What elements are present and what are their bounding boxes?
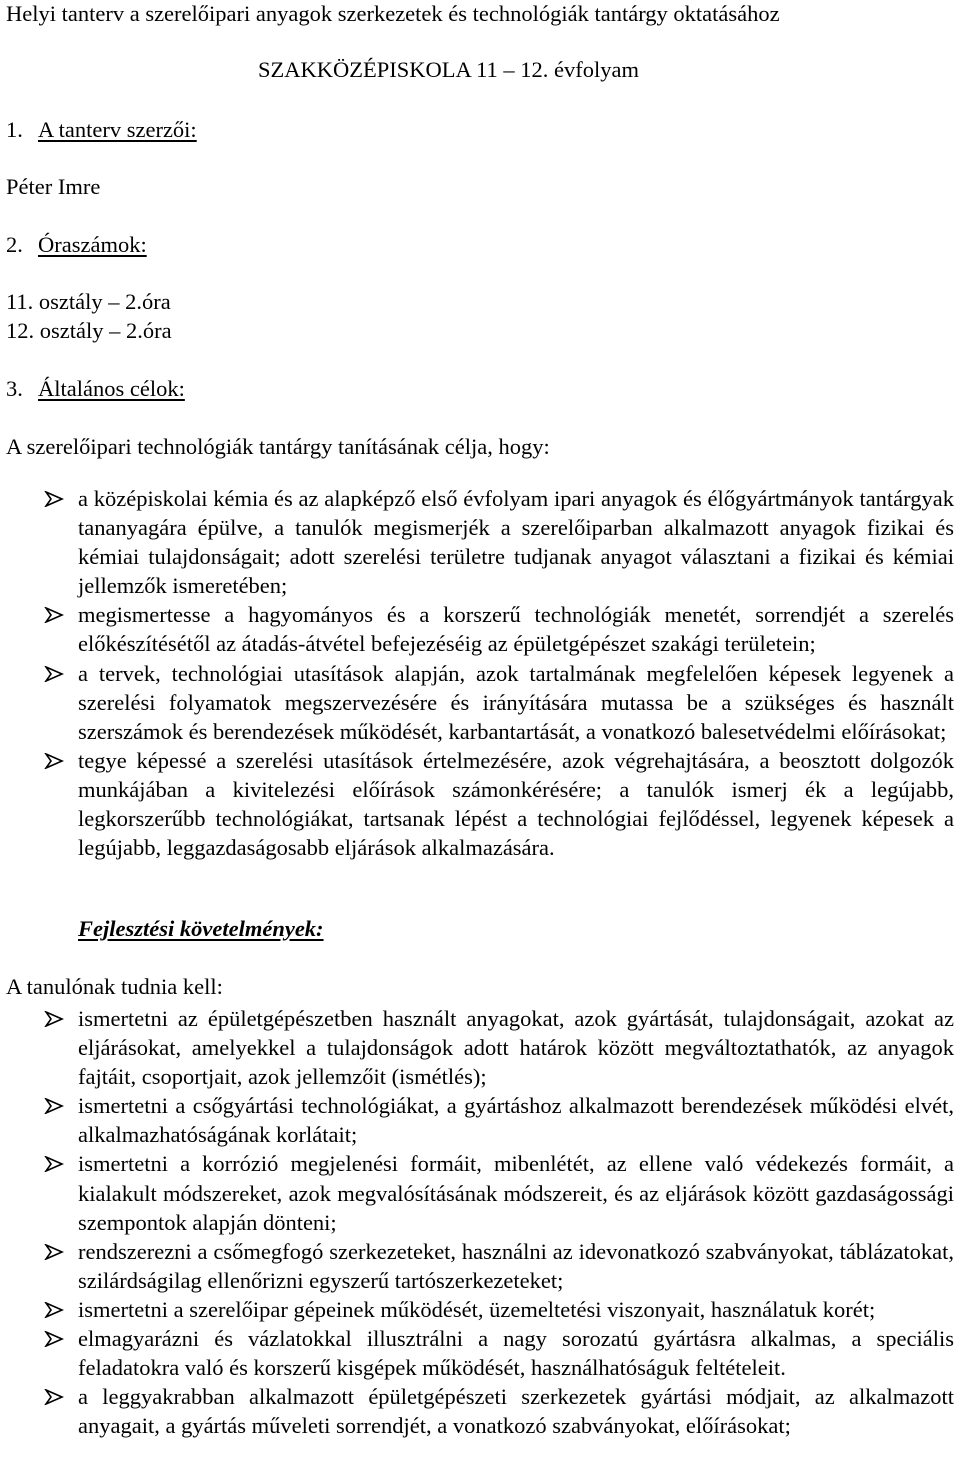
arrow-bullet-icon <box>44 1331 64 1347</box>
arrow-bullet-icon <box>44 1389 64 1405</box>
section-3-title: Általános célok: <box>38 376 185 401</box>
list-item <box>0 1091 960 1149</box>
arrow-bullet-icon <box>44 666 64 682</box>
section-2-title: Óraszámok: <box>38 232 147 257</box>
arrow-bullet-icon <box>44 1156 64 1172</box>
development-title: Fejlesztési követelmények: <box>78 916 324 941</box>
section-1-heading <box>6 116 197 144</box>
list-item <box>0 1149 960 1236</box>
list-item-text: a tervek, technológiai utasítások alapján, azok tartalmának megfelelően képesek legyenek a szerelési folyamatok megszervezésére és irányítására mutassa be a szükséges és használt szerszámok és berendezések működését, karbantartását, a vonatkozó balesetvédelmi előírásokat; <box>78 660 954 744</box>
section-2-heading <box>6 231 147 259</box>
arrow-bullet-icon <box>44 1011 64 1027</box>
author-name: Péter Imre <box>6 174 101 199</box>
goals-list <box>0 484 960 862</box>
document-title: Helyi tanterv a szerelőipari anyagok szerkezetek és technológiák tantárgy oktatásához <box>6 1 780 26</box>
hours-line-11: 11. osztály – 2.óra <box>6 289 171 314</box>
section-1-number: 1. <box>6 117 23 142</box>
document-subtitle: SZAKKÖZÉPISKOLA 11 – 12. évfolyam <box>258 57 640 82</box>
arrow-bullet-icon <box>44 607 64 623</box>
section-1-title: A tanterv szerzői: <box>38 117 197 142</box>
list-item <box>0 1237 960 1295</box>
arrow-bullet-icon <box>44 1244 64 1260</box>
arrow-bullet-icon <box>44 1302 64 1318</box>
section-3-number: 3. <box>6 376 23 401</box>
list-item <box>0 659 960 746</box>
list-item-text: rendszerezni a csőmegfogó szerkezeteket, használni az idevonatkozó szabványokat, táblázatokat, szilárdságilag ellenőrizni egyszerű tartószerkezeteket; <box>78 1238 954 1293</box>
list-item <box>0 1004 960 1091</box>
list-item-text: ismertetni a korrózió megjelenési formáit, mibenlétét, az ellene való védekezés formáit, a kialakult módszereket, azok megvalósításának módszereit, és az eljárások között gazdaságossági szempontok alapján dönteni; <box>78 1151 954 1235</box>
section-3-intro: A szerelőipari technológiák tantárgy tanításának célja, hogy: <box>6 434 550 459</box>
section-2-number: 2. <box>6 232 23 257</box>
list-item <box>0 484 960 600</box>
arrow-bullet-icon <box>44 491 64 507</box>
arrow-bullet-icon <box>44 1098 64 1114</box>
development-heading <box>78 915 324 943</box>
hours-line-12: 12. osztály – 2.óra <box>6 318 172 343</box>
arrow-bullet-icon <box>44 753 64 769</box>
list-item-text: elmagyarázni és vázlatokkal illusztrálni a nagy sorozatú gyártásra alkalmas, a speciális feladatokra való és korszerű kisgépek működését, használhatóságuk feltételeit. <box>78 1326 954 1381</box>
list-item <box>0 1295 960 1324</box>
list-item-text: a középiskolai kémia és az alapképző első évfolyam ipari anyagok és élőgyártmányok tantárgyak tananyagára épülve, a tanulók megismerjék a szerelőiparban alkalmazott anyagok fizikai és kémiai tulajdonságait; adott szerelési területre tudjanak anyagot választani a fizikai és kémiai jellemzők ismeretében; <box>78 486 954 599</box>
list-item-text: ismertetni a csőgyártási technológiákat, a gyártáshoz alkalmazott berendezések működési elvét, alkalmazhatóságának korlátait; <box>78 1093 954 1148</box>
list-item-text: ismertetni az épületgépészetben használt anyagokat, azok gyártását, tulajdonságait, azokat az eljárásokat, amelyekkel a tulajdonságok adott határok között megváltoztathatók, az anyagok fajtáit, csoportjait, azok jellemzőit (ismétlés); <box>78 1006 954 1090</box>
list-item <box>0 600 960 658</box>
list-item <box>0 1324 960 1382</box>
development-intro: A tanulónak tudnia kell: <box>6 974 223 999</box>
list-item <box>0 1382 960 1440</box>
section-3-heading <box>6 375 185 403</box>
list-item <box>0 746 960 862</box>
list-item-text: ismertetni a szerelőipar gépeinek működését, üzemeltetési viszonyait, használatuk korét; <box>78 1296 876 1322</box>
list-item-text: a leggyakrabban alkalmazott épületgépészeti szerkezetek gyártási módjait, az alkalmazott anyagait, a gyártás műveleti sorrendjét, a vonatkozó szabványokat, előírásokat; <box>78 1384 954 1439</box>
list-item-text: tegye képessé a szerelési utasítások értelmezésére, azok végrehajtására, a beosztott dolgozók munkájában a kivitelezési előírások számonkérésére; a tanulók ismerj ék a legújabb, legkorszerűbb technológiákat, tartsanak lépést a technológiai fejlődéssel, legyenek képesek a legújabb, leggazdaságosabb eljárások alkalmazására. <box>78 747 954 861</box>
requirements-list <box>0 1004 960 1440</box>
list-item-text: megismertesse a hagyományos és a korszerű technológiák menetét, sorrendjét a szerelés előkészítésétől az átadás-átvétel befejezéséig az épületgépészet szakági területein; <box>78 602 954 657</box>
